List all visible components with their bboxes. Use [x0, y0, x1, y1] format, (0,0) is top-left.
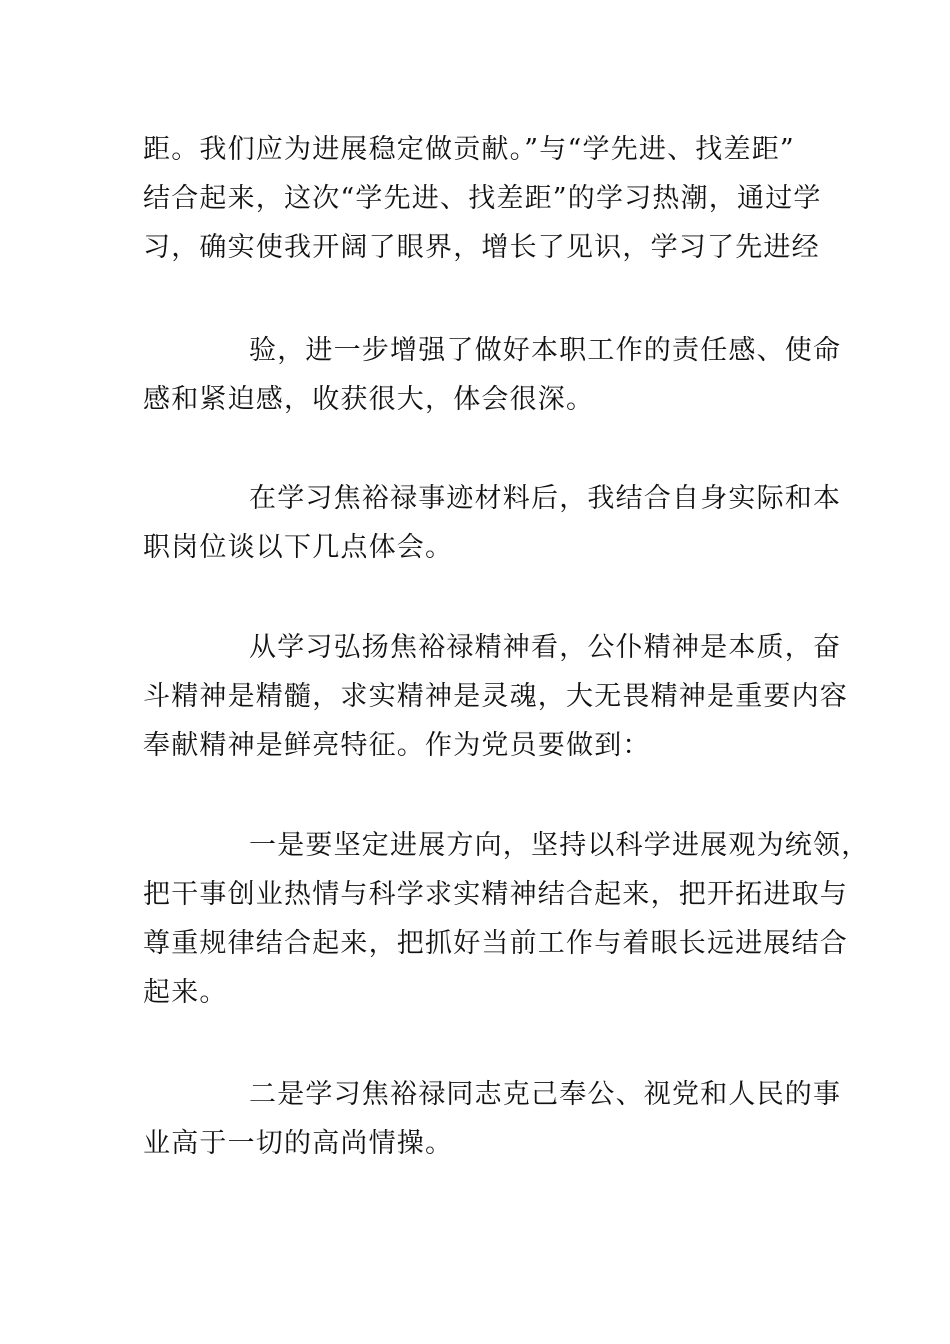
text-line: 结合起来，这次“学先进、找差距”的学习热潮，通过学 — [143, 183, 822, 214]
text-line: 职岗位谈以下几点体会。 — [143, 532, 454, 563]
text-line: 尊重规律结合起来，把抓好当前工作与着眼长远进展结合 — [143, 928, 848, 959]
text-line: 把干事创业热情与科学求实精神结合起来，把开拓进取与 — [143, 879, 848, 910]
paragraph-4 — [143, 623, 848, 770]
paragraph-1 — [143, 125, 833, 272]
paragraph-2 — [143, 326, 842, 424]
text-line: 起来。 — [143, 977, 228, 1008]
text-line: 感和紧迫感，收获很大，体会很深。 — [143, 384, 595, 415]
text-line: 奉献精神是鲜亮特征。作为党员要做到： — [143, 730, 651, 761]
text-line: 二是学习焦裕禄同志克己奉公、视党和人民的事 — [249, 1079, 842, 1110]
text-line: 习，确实使我开阔了眼界，增长了见识，学习了先进经 — [143, 232, 820, 263]
paragraph-6 — [143, 1070, 842, 1168]
text-line: 从学习弘扬焦裕禄精神看，公仆精神是本质，奋 — [249, 632, 842, 663]
text-line: 一是要坚定进展方向，坚持以科学进展观为统领， — [249, 830, 870, 861]
paragraph-5 — [143, 821, 870, 1017]
text-line: 距。我们应为进展稳定做贡献。”与“学先进、找差距” — [143, 134, 795, 165]
text-line: 业高于一切的高尚情操。 — [143, 1128, 454, 1159]
text-line: 斗精神是精髓，求实精神是灵魂，大无畏精神是重要内容 — [143, 681, 848, 712]
paragraph-3 — [143, 474, 842, 572]
text-line: 验，进一步增强了做好本职工作的责任感、使命 — [249, 335, 842, 366]
text-line: 在学习焦裕禄事迹材料后，我结合自身实际和本 — [249, 483, 842, 514]
